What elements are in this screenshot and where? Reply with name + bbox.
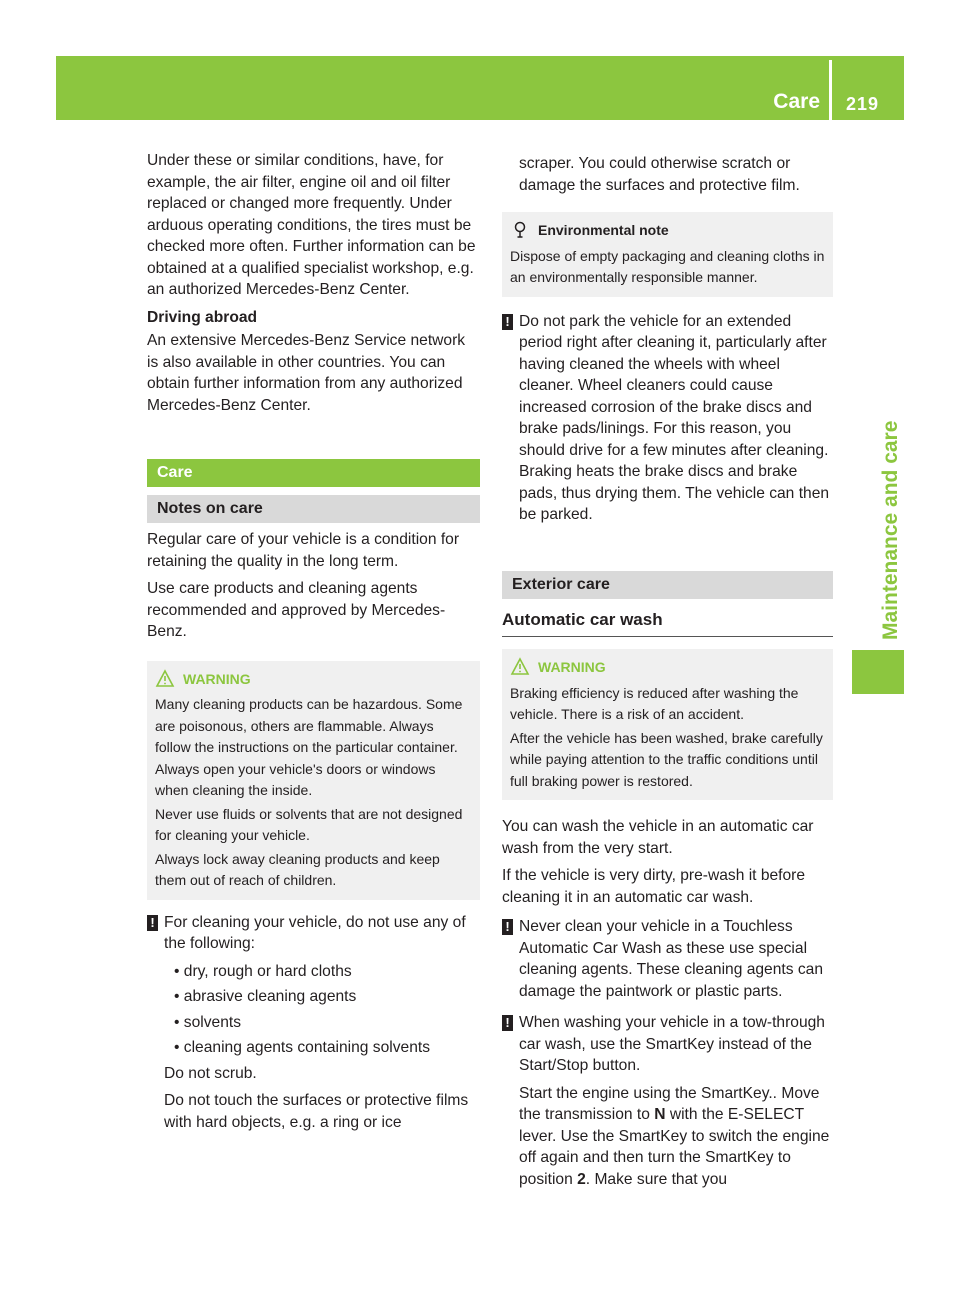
notes-paragraph-2: Use care products and cleaning agents recommended and approved by Mercedes-Benz.	[147, 580, 446, 640]
tow-caution-note	[502, 1012, 833, 1190]
caution-note	[147, 912, 480, 1134]
warning-paragraph-3: Always lock away cleaning products and keep them out of reach of children.	[155, 850, 440, 888]
warning-paragraph-2: Never use fluids or solvents that are not designed for cleaning your vehicle.	[155, 805, 463, 843]
warning-triangle-icon	[155, 669, 175, 689]
notes-paragraph-1: Regular care of your vehicle is a condition for retaining the quality in the long term.	[147, 531, 460, 570]
page-number: 219	[846, 94, 880, 114]
touchless-caution-note	[502, 916, 833, 1002]
key-position-2: 2	[577, 1170, 586, 1188]
exclamation-icon: !	[147, 915, 158, 931]
exclamation-icon: !	[502, 919, 513, 935]
warning-paragraph-1: Many cleaning products can be hazardous. Some are poisonous, others are flammable. Always follow the instructions on the particular container. Always open your vehicle's doors or windows when cleaning the inside.	[155, 696, 463, 798]
warning-title	[510, 657, 825, 679]
park-caution-note	[502, 311, 833, 526]
left-column	[147, 150, 480, 1139]
tow-instructions: Start the engine using the SmartKey.. Move the transmission to N with the E-SELECT lever. Use the SmartKey to switch the engine off again and then turn the SmartKey to position 2. Make sure that you	[519, 1084, 830, 1188]
lightbulb-icon	[510, 220, 530, 240]
bullet-list	[164, 961, 480, 1059]
car-wash-warning-1: Braking efficiency is reduced after washing the vehicle. There is a risk of an accident.	[510, 684, 799, 722]
car-wash-warning-2: After the vehicle has been washed, brake carefully while paying attention to the traffic conditions until full braking power is restored.	[510, 729, 823, 789]
exclamation-icon: !	[502, 1015, 513, 1031]
list-item: • solvents	[174, 1013, 242, 1031]
exterior-care-heading: Exterior care	[502, 571, 833, 599]
environmental-note-text: Dispose of empty packaging and cleaning cloths in an environmentally responsible manner.	[510, 247, 825, 285]
touchless-caution-text: Never clean your vehicle in a Touchless Automatic Car Wash as these use special cleaning agents. These cleaning agents can damage the paintwork or plastic parts.	[519, 918, 824, 1000]
environmental-note-title	[510, 220, 825, 242]
warning-box	[147, 661, 480, 900]
list-item: • abrasive cleaning agents	[174, 988, 357, 1005]
warning-title-text: WARNING	[538, 659, 606, 675]
warning-title	[155, 669, 472, 691]
header-divider	[829, 60, 832, 120]
list-item: • dry, rough or hard cloths	[174, 962, 352, 980]
do-not-touch: Do not touch the surfaces or protective films with hard objects, e.g. a ring or ice	[164, 1092, 469, 1131]
chapter-side-marker	[852, 650, 904, 694]
chapter-side-tab: Maintenance and care	[879, 420, 902, 640]
environmental-note-title-text: Environmental note	[538, 222, 669, 238]
gear-position-n: N	[654, 1106, 666, 1123]
wash-paragraph-2: If the vehicle is very dirty, pre-wash it before cleaning it in an automatic car wash.	[502, 867, 806, 906]
continuation-text: scraper. You could otherwise scratch or damage the surfaces and protective film.	[519, 155, 800, 194]
notes-on-care-heading: Notes on care	[147, 495, 480, 523]
list-item: • cleaning agents containing solvents	[174, 1039, 430, 1056]
page-section-title: Care	[773, 90, 820, 113]
intro-paragraph: Under these or similar conditions, have, for example, the air filter, engine oil and oil filter replaced or changed more frequently. Under arduous operating conditions, the tires must be checked more often. Further information can be obtained at a qualified specialist workshop, e.g. an authorized Mercedes-Benz Center.	[147, 152, 476, 298]
park-caution-text: Do not park the vehicle for an extended period right after cleaning it, particularly after having cleaned the wheels with wheel cleaner. Wheel cleaners could cause increased corrosion of the brake discs and brake pads/linings. For this reason, you should drive for a few minutes after cleaning. Braking heats the brake discs and brake pads, thus drying them. The vehicle can then be parked.	[519, 312, 830, 523]
exclamation-icon: !	[502, 314, 513, 330]
warning-title-text: WARNING	[183, 670, 251, 687]
tow-caution-text: When washing your vehicle in a tow-through car wash, use the SmartKey instead of the Start/Stop button.	[519, 1014, 825, 1074]
warning-triangle-icon	[510, 657, 530, 677]
driving-abroad-heading: Driving abroad	[147, 308, 258, 326]
wash-paragraph-1: You can wash the vehicle in an automatic car wash from the very start.	[502, 818, 814, 857]
automatic-car-wash-heading: Automatic car wash	[502, 609, 833, 638]
driving-abroad-text: An extensive Mercedes-Benz Service network is also available in other countries. You can obtain further information from any authorized Mercedes-Benz Center.	[147, 332, 466, 414]
car-wash-warning-box	[502, 649, 833, 800]
care-section-heading: Care	[147, 459, 480, 487]
caution-details	[164, 1063, 480, 1134]
do-not-scrub: Do not scrub.	[164, 1064, 257, 1082]
environmental-note-box	[502, 212, 833, 297]
caution-intro: For cleaning your vehicle, do not use any of the following:	[164, 913, 466, 952]
right-column	[502, 153, 833, 1196]
